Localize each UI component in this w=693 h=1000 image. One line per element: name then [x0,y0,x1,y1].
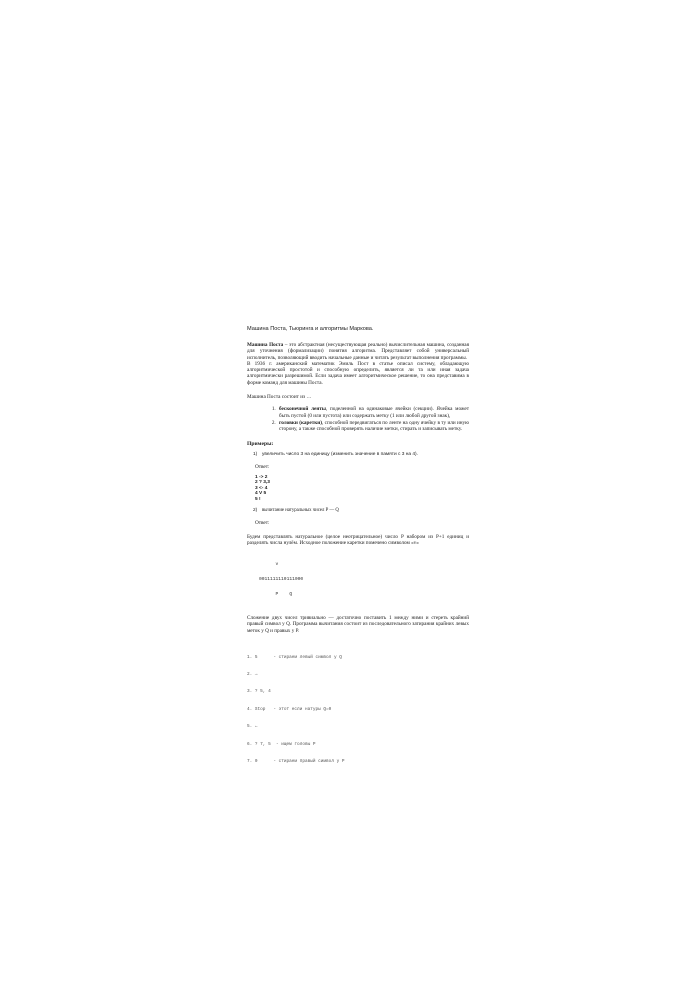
program-line: 7. 0 - стираем правый символ у P [247,758,345,764]
document-content [247,326,469,776]
list-item-text: , поделенной на одинаковые ячейки (секции). Ячейка может быть пустой (0 или пустота) или содержать метку (1 или любой другой знак), [279,406,469,419]
list-item-term: бесконечной ленты [279,406,326,413]
tape-intro: Будем представлять натуральное (целое неотрицательное) число P набором из P+1 единиц и разделять числа нулём. Исходное положение каретки помечено символом «v» [247,533,469,546]
example-text: вычитание натуральных чисел P — Q [262,507,339,513]
list-item [277,406,469,419]
program-listing [247,643,469,776]
term-post-machine: Машина Поста [247,342,284,348]
tape-line: P Q [259,592,293,598]
program-line: 5. ← [247,724,258,730]
program-line: 1. 5 - стираем левый символ у Q [247,654,342,660]
example-1 [253,452,469,458]
components-lead: Машина Поста состоит из … [247,394,312,401]
answer-line: 3 <- 4 [255,485,268,491]
definition-text: – это абстрактная (несуществующая реально) вычислительная машина, созданная для уточнения (формализации) понятия алгоритма. Представляет собой универсальный исполнитель, позволяющий вводить начальные данные и читать результат выполнения программы. [247,342,469,361]
intro-definition [247,342,469,361]
examples-heading: Примеры: [247,440,274,447]
program-line: 2. → [247,672,258,677]
answer-line: 1 -> 2 [255,474,268,480]
example-2 [253,508,469,514]
answer-label-2: Ответ: [255,519,270,526]
list-item-text: , способной передвигаться по ленте на одну ячейку в ту или иную сторону, а также способной проверять наличие метки, стирать и записывать метку. [279,419,470,433]
answer-label-1: Ответ: [255,463,270,470]
program-line: 3. ? 5, 4 [247,689,271,695]
answer-line: 5 ! [255,496,261,502]
tape-line: v [259,562,279,568]
intro-history: В 1936 г. американский математик Эмиль Пост в статье описал систему, обладающую алгоритмической простотой и способную определить, является ли та или иная задача алгоритмически разрешимой. Если задача имеет алгоритмическое решение, то она представима в форме команд для машины Поста. [247,360,469,386]
program-line: 6. ? 7, 5 - ищем головы P [247,741,316,747]
answer-line: 4 V 5 [255,491,267,497]
subtraction-explanation: Сложение двух чисел тривиально — достаточно поставить 1 между ними и стереть крайний правый символ у Q. Программа вычитания состоит из последовательного затирания крайних левых меток у Q и правых у P. [247,615,469,634]
example-number: 2) [253,507,258,513]
tape-diagram [259,552,469,607]
list-item-term: головки (каретки) [279,419,322,426]
components-list [247,406,469,432]
program-line: 4. Stop - этот если натуры Q=0 [247,706,332,712]
example-number: 1) [253,451,258,457]
list-item [277,420,469,433]
example-text: увеличить число 3 на единицу (изменить значение в памяти с 3 на 4). [262,451,418,457]
answer-lines-1 [255,475,469,503]
document-title: Машина Поста, Тьюринга и алгоритмы Маркова. [247,326,374,332]
answer-line: 2 ? 3,3 [255,480,270,486]
tape-line: 0011111110111000 [259,577,304,583]
